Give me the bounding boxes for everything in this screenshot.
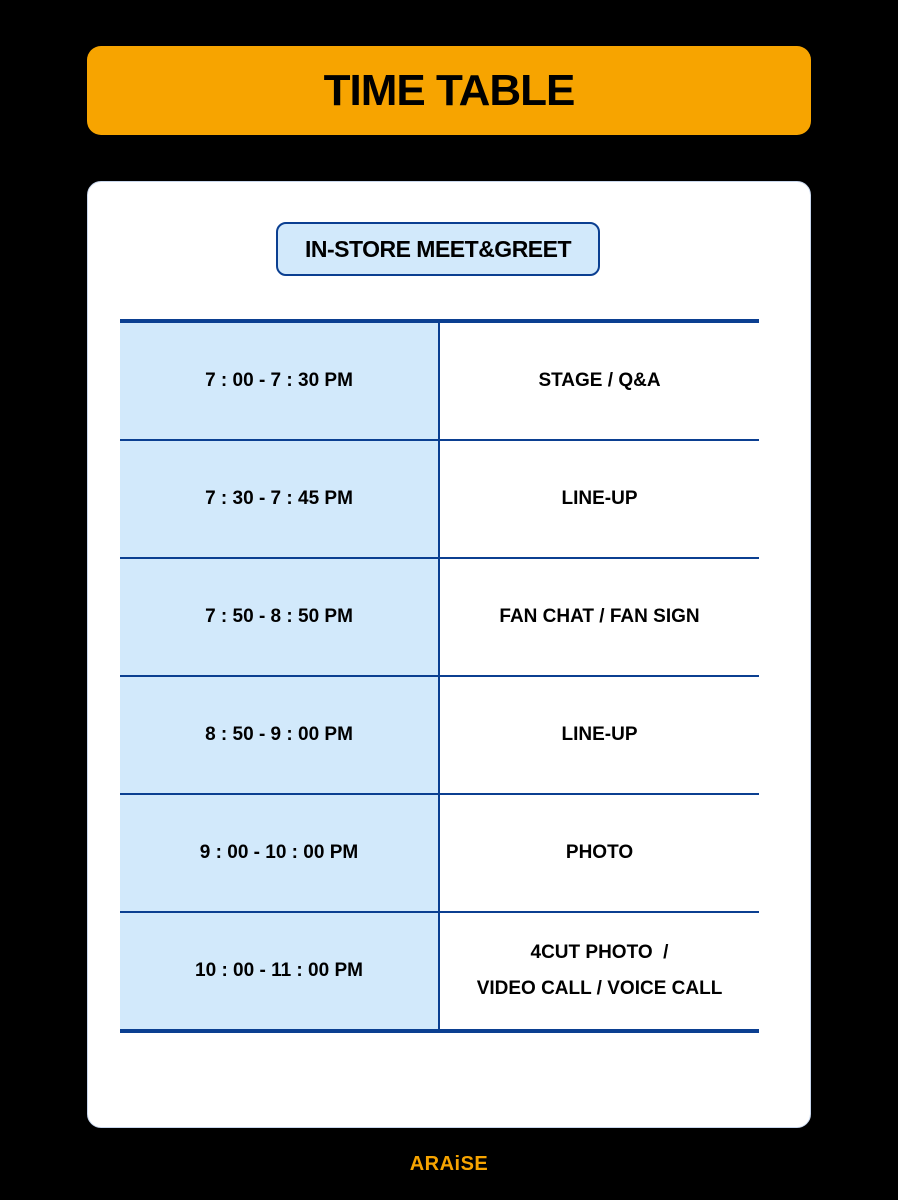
table-row	[120, 323, 759, 441]
event-line: LINE-UP	[561, 488, 638, 509]
table-row	[120, 441, 759, 559]
time-cell: 7 : 00 - 7 : 30 PM	[120, 323, 440, 439]
event-cell	[440, 677, 759, 793]
table-row	[120, 913, 759, 1033]
schedule-table	[120, 319, 759, 1033]
time-cell: 10 : 00 - 11 : 00 PM	[120, 913, 440, 1029]
event-cell	[440, 795, 759, 911]
event-line: FAN CHAT / FAN SIGN	[499, 606, 700, 627]
event-line: STAGE / Q&A	[538, 370, 661, 391]
event-line: 4CUT PHOTO /	[530, 942, 669, 963]
table-row	[120, 677, 759, 795]
event-cell	[440, 323, 759, 439]
time-cell: 7 : 50 - 8 : 50 PM	[120, 559, 440, 675]
page-title: TIME TABLE	[323, 65, 575, 115]
subtitle-label: IN-STORE MEET&GREET	[304, 235, 572, 262]
table-row	[120, 795, 759, 913]
time-cell: 7 : 30 - 7 : 45 PM	[120, 441, 440, 557]
event-cell	[440, 441, 759, 557]
subtitle-badge	[276, 222, 600, 276]
time-cell: 8 : 50 - 9 : 00 PM	[120, 677, 440, 793]
event-line: LINE-UP	[561, 724, 638, 745]
time-cell: 9 : 00 - 10 : 00 PM	[120, 795, 440, 911]
table-row	[120, 559, 759, 677]
event-line: VIDEO CALL / VOICE CALL	[476, 978, 723, 999]
timetable-card	[87, 181, 811, 1128]
brand-logo: ARAiSE	[409, 1153, 489, 1175]
title-banner	[87, 46, 811, 135]
event-line: PHOTO	[565, 842, 634, 863]
event-cell	[440, 913, 759, 1029]
event-cell	[440, 559, 759, 675]
